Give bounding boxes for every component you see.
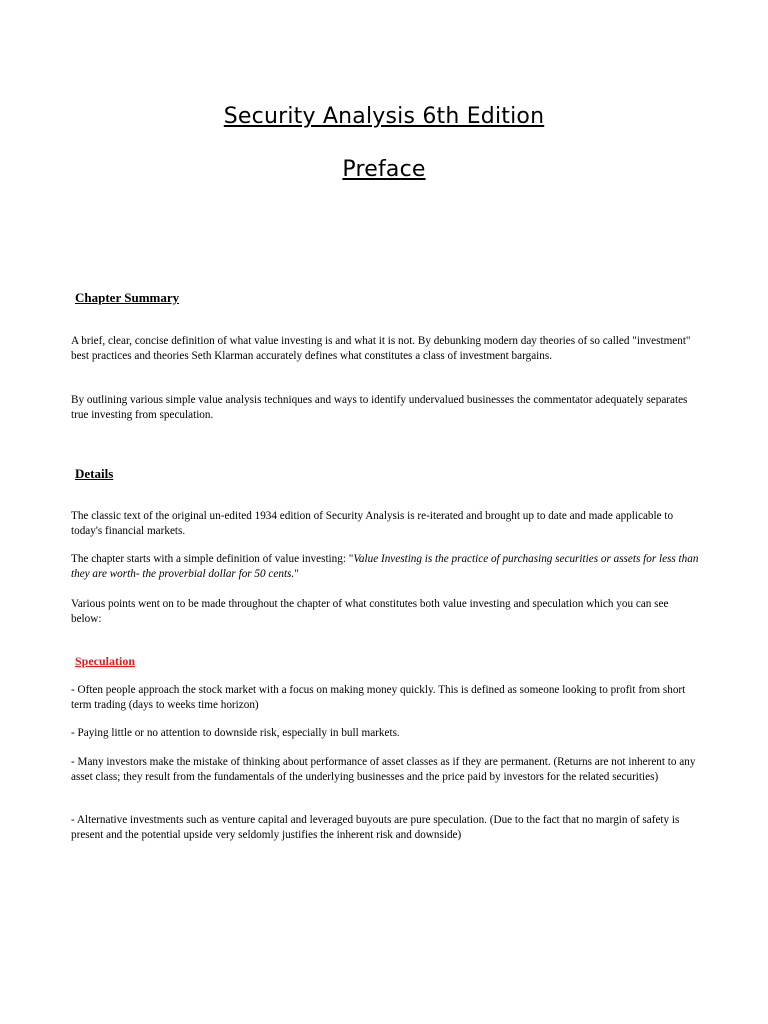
details-heading: Details: [75, 466, 114, 481]
value-investing-definition: [71, 552, 701, 581]
details-paragraph: Various points went on to be made throughout the chapter of what constitutes both value investing and speculation which you can see below:: [71, 598, 669, 625]
summary-paragraph: A brief, clear, concise definition of what value investing is and what it is not. By debunking modern day theories of so called "investment" best practices and theories Seth Klarman accurately defines what constitutes a class of investment bargains.: [71, 335, 691, 362]
speculation-heading: Speculation: [75, 654, 136, 668]
document-subtitle: Preface: [342, 157, 426, 182]
definition-quote: Value Investing is the practice of purchasing securities or assets for less than they are worth- the proverbial dollar for 50 cents.: [71, 553, 699, 580]
speculation-point: - Paying little or no attention to downside risk, especially in bull markets.: [71, 727, 400, 739]
speculation-point: - Many investors make the mistake of thinking about performance of asset classes as if they are permanent. (Returns are not inherent to any asset class; they result from the fundamentals of the underlying businesses and the price paid by investors for the related securities): [71, 756, 696, 783]
definition-lead-in: The chapter starts with a simple definition of value investing: ": [71, 553, 354, 565]
speculation-point: - Alternative investments such as venture capital and leveraged buyouts are pure speculation. (Due to the fact that no margin of safety is present and the potential upside very seldomly justifies the inherent risk and downside): [71, 814, 680, 841]
speculation-point: - Often people approach the stock market with a focus on making money quickly. This is defined as someone looking to profit from short term trading (days to weeks time horizon): [71, 684, 686, 711]
details-paragraph: The classic text of the original un-edited 1934 edition of Security Analysis is re-iterated and brought up to date and made applicable to today's financial markets.: [71, 510, 674, 537]
summary-paragraph: By outlining various simple value analysis techniques and ways to identify undervalued businesses the commentator adequately separates true investing from speculation.: [71, 394, 688, 421]
document-title: Security Analysis 6th Edition: [223, 104, 545, 129]
definition-close-quote: ": [294, 567, 299, 580]
chapter-summary-heading: Chapter Summary: [75, 290, 180, 305]
